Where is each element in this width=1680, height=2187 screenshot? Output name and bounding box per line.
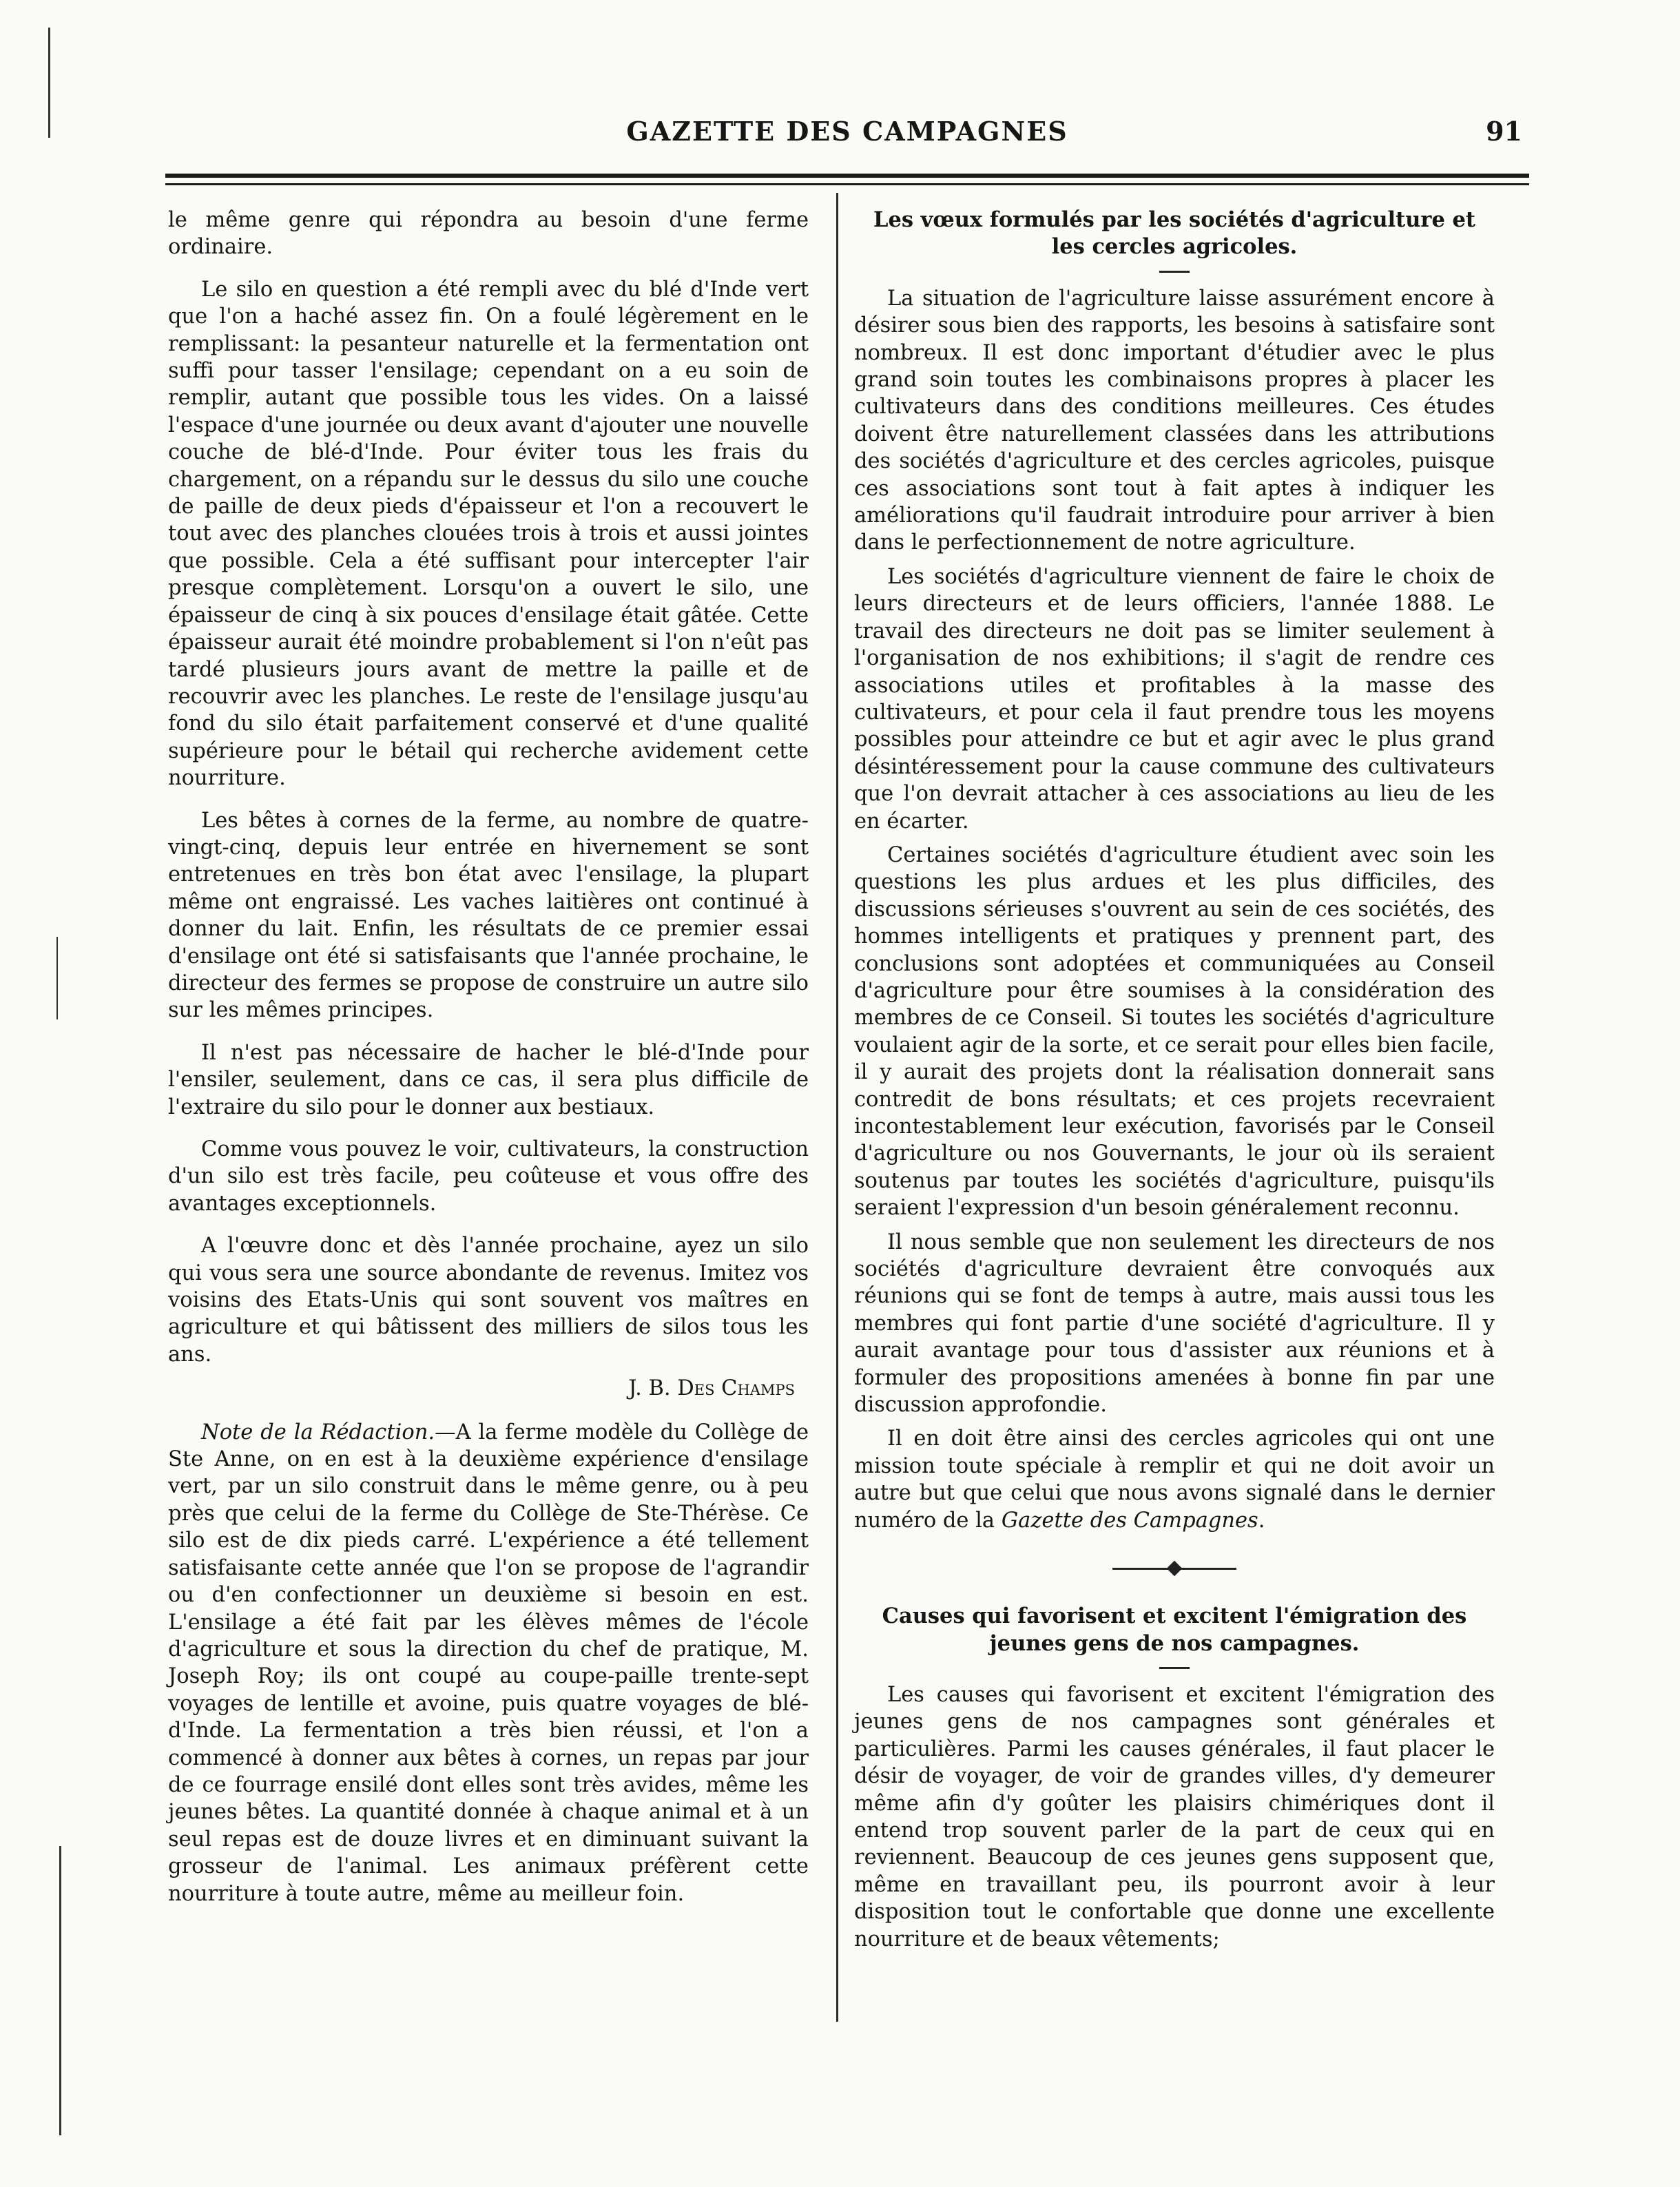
paragraph: Les sociétés d'agriculture viennent de faire le choix de leurs directeurs et de leurs officiers, l'année 1888. Le travail des directeurs ne doit pas se limiter seulement à l'organisation de nos exhibitions; il s'agit de rendre ces associations utiles et profitables à la masse des cultivateurs, et pour cela il faut prendre tous les moyens possibles pour atteindre ce but et agir avec le plus grand désintéressement pour la cause commune des cultivateurs que l'on devrait attacher à ces associations au lieu de les en écarter. — [854, 564, 1495, 833]
para-end: . — [1258, 1508, 1265, 1533]
ornament-diamond — [1167, 1561, 1183, 1577]
signature-name: Des Champs — [677, 1376, 795, 1401]
right-column — [854, 207, 1495, 1960]
signature — [168, 1375, 809, 1402]
section-title-emigration: Causes qui favorisent et excitent l'émigration des jeunes gens de nos campagnes. — [882, 1604, 1467, 1656]
title-dash — [1159, 1667, 1190, 1669]
header-rule-thin — [165, 183, 1529, 185]
page-number: 91 — [1486, 116, 1522, 147]
scan-mark — [56, 937, 58, 1019]
page-header — [165, 116, 1529, 152]
section-title-voeux: Les vœux formulés par les sociétés d'agriculture et les cercles agricoles. — [873, 207, 1475, 260]
paragraph: Le silo en question a été rempli avec du blé d'Inde vert que l'on a haché assez fin. On a foulé légèrement en le remplissant: la pesanteur naturelle et la fermentation ont suffi pour tasser l'ensilage; cependant on a eu soin de remplir, autant que possible tous les vides. On a laissé l'espace d'une journée ou deux avant d'ajouter une nouvelle couche de blé-d'Inde. Pour éviter tous les frais du chargement, on a répandu sur le dessus du silo une couche de paille de deux pieds d'épaisseur et l'on a recouvert le tout avec des planches clouées trois à trois et aussi jointes que possible. Cela a été suffisant pour intercepter l'air presque complètement. Lorsqu'on a ouvert le silo, une épaisseur de cinq à six pouces d'ensilage était gâtée. Cette épaisseur aurait été moindre probablement si l'on n'eût pas tardé plusieurs jours avant de mettre la paille et de recouvrir avec les planches. Le reste de l'ensilage jusqu'au fond du silo était parfaitement conservé et d'une qualité supérieure pour le bétail qui recherche avidement cette nourriture. — [168, 277, 809, 791]
paragraph: Comme vous pouvez le voir, cultivateurs, la construction d'un silo est très facile, peu coûteuse et vous offre des avantages exceptionnels. — [168, 1137, 809, 1216]
paragraph: Certaines sociétés d'agriculture étudient avec soin les questions les plus ardues et les plus difficiles, des discussions sérieuses s'ouvrent au sein de ces sociétés, des hommes intelligents et pratiques y prennent part, des conclusions sont adoptées et communiquées au Conseil d'agriculture pour être soumises à la considération des membres de ce Conseil. Si toutes les sociétés d'agriculture voulaient agir de la sorte, et ce serait pour elles bien facile, il y aurait des projets dont la réalisation donnerait sans contredit de bons résultats; et ces projets recevraient incontestablement leur exécution, favorisés par le Conseil d'agriculture ou nos Gouvernants, le jour où ils seraient soutenus par toutes les sociétés d'agriculture, puisqu'ils seraient l'expression d'un besoin généralement reconnu. — [854, 842, 1495, 1221]
section-ornament — [1112, 1560, 1236, 1577]
paragraph: le même genre qui répondra au besoin d'une ferme ordinaire. — [168, 208, 809, 260]
scan-mark — [48, 28, 50, 138]
header-rule-thick — [165, 174, 1529, 178]
gazette-title-ref: Gazette des Campagnes — [1001, 1508, 1258, 1533]
signature-initials: J. B. — [628, 1376, 671, 1401]
paragraph — [854, 1425, 1495, 1534]
paragraph: La situation de l'agriculture laisse assurément encore à désirer sous bien des rapports, les besoins à satisfaire sont nombreux. Il est donc important d'étudier avec le plus grand soin toutes les combinaisons propres à placer les cultivateurs dans des conditions meilleures. Ces études doivent être naturellement classées dans les attributions des sociétés d'agriculture et des cercles agricoles, puisque ces associations sont tout à fait aptes à indiquer les améliorations qu'il faudrait introduire pour arriver à bien dans le perfectionnement de notre agriculture. — [854, 286, 1495, 555]
note-text: —A la ferme modèle du Collège de Ste Anne, on en est à la deuxième expérience d'ensilage vert, par un silo construit dans le même genre, ou à peu près que celui de la ferme du Collège de Ste-Thérèse. Ce silo est de dix pieds carré. L'expérience a été tellement satisfaisante cette année que l'on se propose de l'agrandir ou d'en confectionner un deuxième si besoin en est. L'ensilage a été fait par les élèves mêmes de l'école d'agriculture et sous la direction du chef de pratique, M. Joseph Roy; ils ont coupé au coupe-paille trente-sept voyages de lentille et avoine, puis quatre voyages de blé-d'Inde. La fermentation a très bien réussi, et l'on a commencé à donner aux bêtes à cornes, un repas par jour de ce fourrage ensilé dont elles sont très avides, même les jeunes bêtes. La quantité donnée à chaque animal et à un seul repas est de douze livres et en diminuant suivant la grosseur de l'animal. Les animaux préfèrent cette nourriture à toute autre, même au meilleur foin. — [168, 1420, 809, 1906]
paragraph: A l'œuvre donc et dès l'année prochaine, ayez un silo qui vous sera une source abondante de revenus. Imitez vos voisins des Etats-Unis qui sont souvent vos maîtres en agriculture et qui bâtissent des milliers de silos tous les ans. — [168, 1234, 809, 1367]
note-label: Note de la Rédaction. — [201, 1420, 435, 1444]
paragraph: Les causes qui favorisent et excitent l'émigration des jeunes gens de nos campagnes sont générales et particulières. Parmi les causes générales, il faut placer le désir de voyager, de voir de grandes villes, d'y demeurer même afin d'y goûter les plaisirs chimériques dont il entend trop souvent parler de la part de ceux qui en reviennent. Beaucoup de ces jeunes gens supposent que, même en travaillant peu, ils pourront avoir à leur disposition tout le confortable que donne une excellente nourriture et de beaux vêtements; — [854, 1682, 1495, 1951]
left-column — [168, 207, 809, 1914]
column-divider — [836, 193, 838, 2022]
paragraph: Il n'est pas nécessaire de hacher le blé-d'Inde pour l'ensiler, seulement, dans ce cas, il sera plus difficile de l'extraire du silo pour le donner aux bestiaux. — [168, 1040, 809, 1119]
title-dash — [1159, 271, 1190, 273]
paragraph: Les bêtes à cornes de la ferme, au nombre de quatre-vingt-cinq, depuis leur entrée en hivernement se sont entretenues en très bon état avec l'ensilage, la plupart même ont engraissé. Les vaches laitières ont continué à donner du lait. Enfin, les résultats de ce premier essai d'ensilage ont été si satisfaisants que l'année prochaine, le directeur des fermes se propose de construire un autre silo sur les mêmes principes. — [168, 808, 809, 1023]
journal-title: GAZETTE DES CAMPAGNES — [626, 116, 1068, 147]
scan-mark — [59, 1846, 61, 2135]
para-text: Il en doit être ainsi des cercles agricoles qui ont une mission toute spéciale à remplir et qui ne doit avoir un autre but que celui que nous avons signalé dans le dernier numéro de la — [854, 1427, 1495, 1533]
paragraph: Il nous semble que non seulement les directeurs de nos sociétés d'agriculture devraient être convoqués aux réunions qui se font de temps à autre, mais aussi tous les membres qui font partie d'une société d'agriculture. Il y aurait avantage pour tous d'assister aux réunions et à formuler des propositions amenées à bonne fin par une discussion approfondie. — [854, 1230, 1495, 1418]
editorial-note — [168, 1419, 809, 1907]
